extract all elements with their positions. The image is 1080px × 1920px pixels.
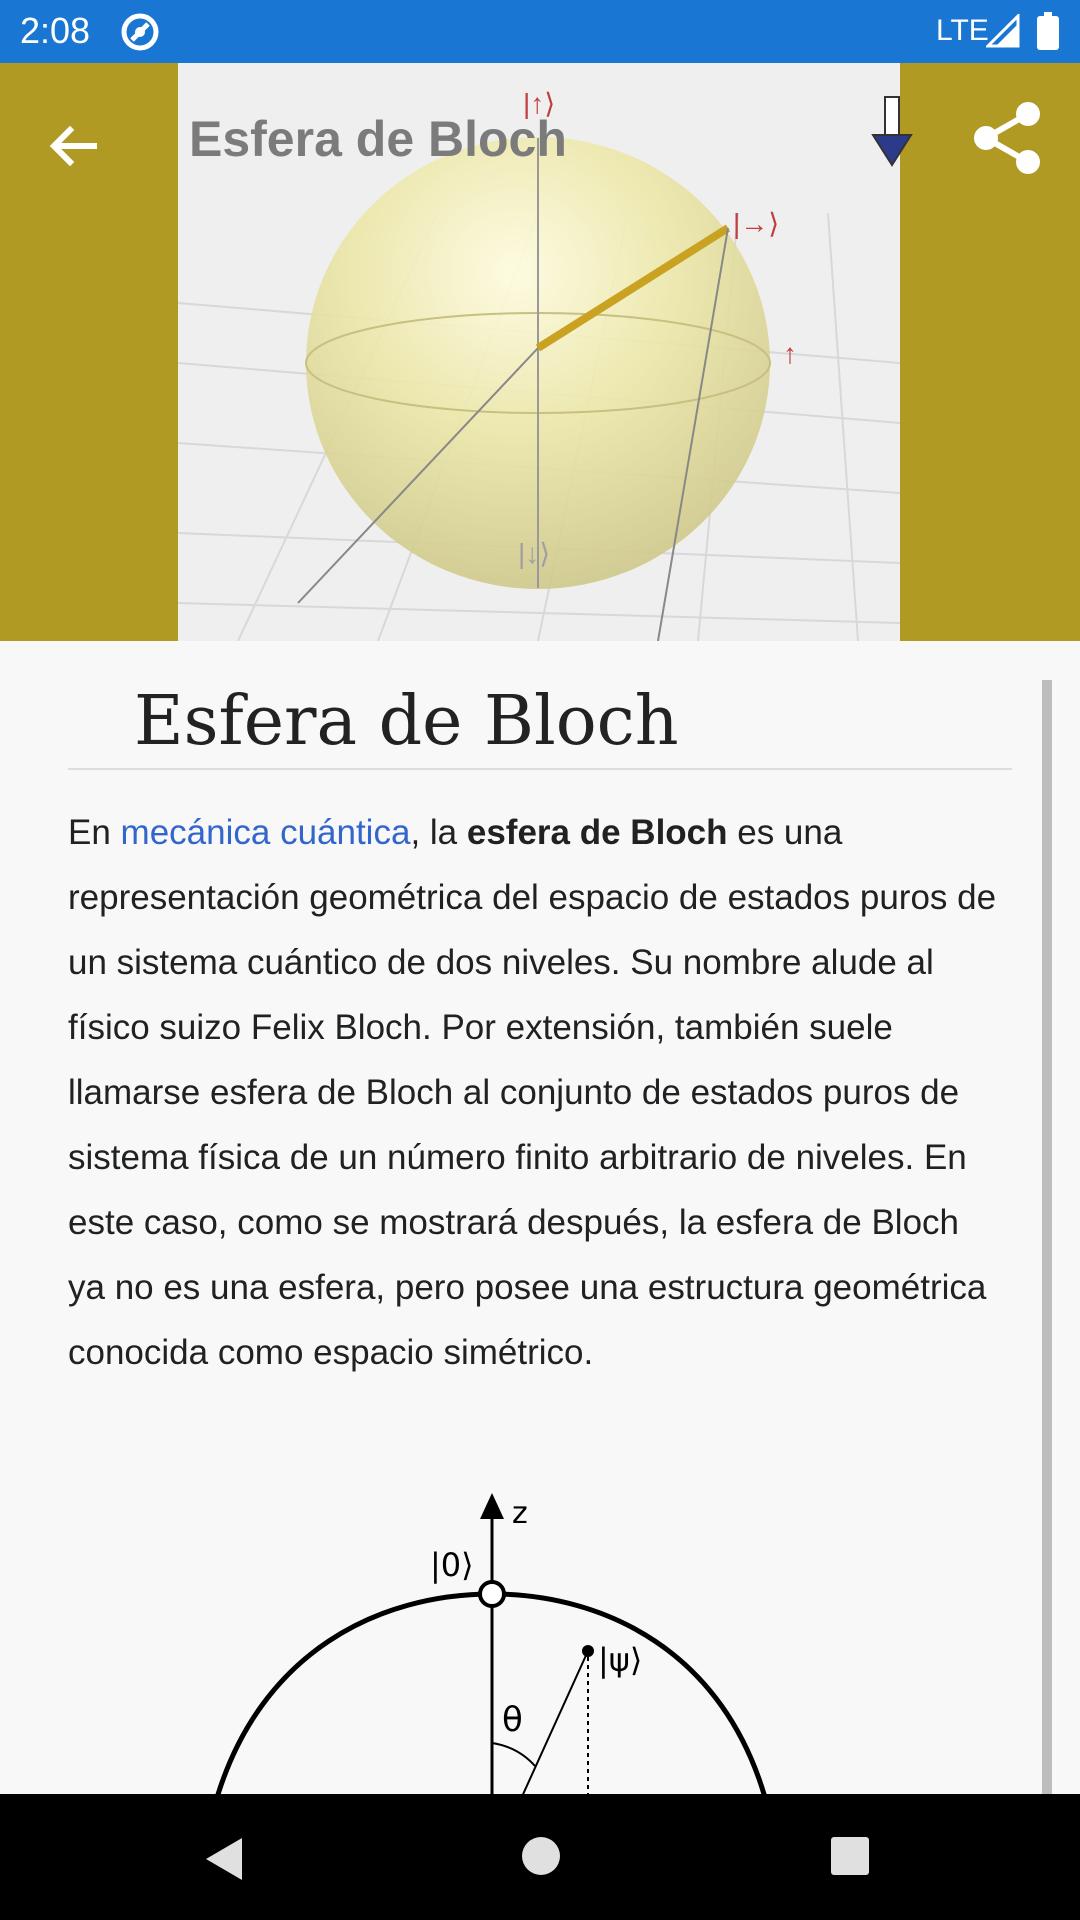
app-notification-icon xyxy=(120,12,160,52)
label-z: z xyxy=(512,1496,528,1531)
bloch-sphere-diagram[interactable] xyxy=(200,1481,820,1794)
battery-icon xyxy=(1037,12,1059,50)
svg-text:↑: ↑ xyxy=(783,338,797,369)
article-title: Esfera de Bloch xyxy=(134,682,679,761)
link-mecanica-cuantica[interactable]: mecánica cuántica xyxy=(120,813,411,852)
paragraph-rest: es una representación geométrica del espacio de estados puros de un sistema cuántico de dos niveles. Su nombre alude al físico suizo Felix Bloch. Por extensión, también suele llamarse esfera de Bloch al conjunto de estados puros de sistema física de un número finito arbitrario de niveles. En este caso, como se mostrará después, la esfera de Bloch ya no es una esfera, pero posee una estructura geométrica conocida como espacio simétrico. xyxy=(68,813,997,1372)
signal-icon xyxy=(986,14,1020,48)
title-divider xyxy=(68,768,1012,770)
label-theta: θ xyxy=(502,1700,523,1740)
navigation-bar xyxy=(0,1794,1080,1920)
svg-text:|↓⟩: |↓⟩ xyxy=(518,538,551,569)
nav-back-icon[interactable] xyxy=(200,1834,250,1884)
status-bar xyxy=(0,0,1080,63)
header-title: Esfera de Bloch xyxy=(189,111,567,167)
svg-text:|↑⟩: |↑⟩ xyxy=(523,88,556,119)
download-icon[interactable] xyxy=(871,95,913,167)
label-psi-state: |ψ⟩ xyxy=(598,1641,643,1679)
paragraph-middle: , la xyxy=(410,813,467,852)
back-button[interactable] xyxy=(40,113,106,179)
bold-term: esfera de Bloch xyxy=(466,813,728,852)
paragraph-prefix: En xyxy=(68,813,121,852)
svg-text:|→⟩: |→⟩ xyxy=(733,208,780,239)
article-header xyxy=(0,63,1080,641)
nav-recents-icon[interactable] xyxy=(830,1836,870,1876)
network-type: LTE xyxy=(936,14,989,47)
status-time: 2:08 xyxy=(20,10,91,51)
scrollbar[interactable] xyxy=(1042,680,1052,1794)
nav-home-icon[interactable] xyxy=(521,1836,561,1876)
share-button[interactable] xyxy=(968,98,1048,178)
label-zero-state: |0⟩ xyxy=(430,1546,474,1584)
article-paragraph xyxy=(68,800,1004,1385)
article-content xyxy=(0,641,1080,1794)
